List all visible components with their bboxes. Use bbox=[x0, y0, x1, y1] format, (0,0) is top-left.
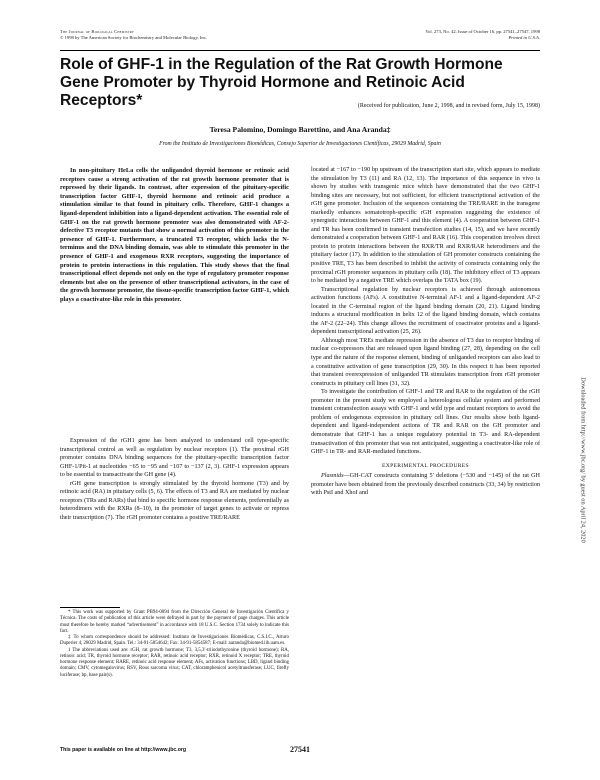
download-stamp: Downloaded from http://www.jbc.org/ by guest on April 24, 2020 bbox=[579, 377, 587, 543]
intro-paragraph-2: rGH gene transcription is strongly stimulated by the thyroid hormone (T3) and by retinoic acid (RA) in pituitary cells (5, 6). The effects of T3 and RA are mediated by nuclear receptors (TRs and RARs) that bind to specific hormone response elements, preferentially as heterodimers with the RXRs (8–10), in the promoter of target genes to activate or repress their transcription (7). The rGH promoter contains a positive TRE/RARE bbox=[60, 480, 289, 521]
body-column-right bbox=[311, 166, 540, 498]
journal-header bbox=[60, 29, 207, 41]
methods-paragraph bbox=[311, 472, 540, 498]
volume-line: Vol. 273, No. 42, Issue of October 16, pp. 27541–27547, 1998 bbox=[425, 29, 540, 34]
body-paragraph-1: located at −167 to −190 bp upstream of the transcription start site, which appears to mediate the stimulation by T3 (11) and RA (12, 13). The importance of this sequence in vivo is shown by studies with transgenic mice which have demonstrated that the two GHF-1 binding sites are necessary, but not sufficient, for efficient transcriptional activation of the rGH gene promoter. Inclusion of the sequences containing the TRE/RARE in the transgene markedly enhances somatotroph-specific rGH expression suggesting the existence of synergistic interactions between GHF-1 and this element (4). A cooperation between GHF-1 and TR has been confirmed in transient transfection studies (14, 15), and we have recently demonstrated a cooperation between GHF-1 and RAR (16). This cooperation involves direct protein to protein interactions between the RXR/TR and RXR/RAR heterodimers and the pituitary factor (17). In addition to the stimulation of GH promoter constructs containing the positive TRE, T3 has been described to inhibit the activity of constructs containing only the proximal rGH promoter sequences in pituitary cells (18). The inhibitory effect of T3 appears to be mediated by a negative TRE which overlaps the TATA box (19). bbox=[311, 167, 540, 285]
article-title: Role of GHF-1 in the Regulation of the Rat Growth Hormone Gene Promoter by Thyroid Hormone and Retinoic Acid Receptors* bbox=[60, 56, 503, 109]
abstract-text: In non-pituitary HeLa cells the unliganded thyroid hormone or retinoic acid receptors cause a strong activation of the rat growth hormone promoter that is repressed by their ligands. In contrast, after expression of the pituitary-specific transcription factor GHF-1, thyroid hormone and retinoic acid produce a stimulation similar to that found in pituitary cells. Therefore, GHF-1 changes a ligand-dependent inhibition into a ligand-dependent activation. The essential role of GHF-1 on the rat growth hormone promoter was also demonstrated with AF-2-defective T3 receptor mutants that show a normal activation of this promoter in the presence of GHF-1. Furthermore, a truncated T3 receptor, which lacks the N-terminus and the DNA binding domain, was able to stimulate this promoter in the presence of GHF-1 and exogenous RXR receptors, suggesting the importance of protein to protein interactions in this regulation. This study shows that the final transcriptional effect depends not only on the type of regulatory promoter response elements but also on the presence of other transcriptional activators, in the case of the growth hormone promoter, the tissue-specific transcription factor GHF-1, which plays a coactivator-like role in this promoter. bbox=[60, 167, 289, 303]
journal-name: The Journal of Biological Chemistry bbox=[60, 29, 135, 34]
footnote-correspondence: ‡ To whom correspondence should be addressed: Instituto de Investigaciones Biomédicas, C.S.I.C., Arturo Duperier 4, 28029 Madrid, Spain. Tel.: 34-91-5854642; Fax: 34-91-5854587; E-mail: aaranda@biomed.iib.uam.es. bbox=[60, 635, 289, 647]
author-list: Teresa Palomino, Domingo Barettino, and Ana Aranda‡ bbox=[209, 125, 391, 134]
body-paragraph-4: To investigate the contribution of GHF-1 and TR and RAR to the regulation of the rGH promoter in the present study we employed a heterologous cellular system and performed transient cotransfection assays with GHF-1 and wild type and mutant receptors to avoid the problem of endogenous expression in pituitary cell lines. Our results show both ligand-dependent and ligand-independent actions of TR and RAR on the GH promoter and demonstrate that GHF-1 has a unique regulatory potential in T3- and RA-dependent transactivation of this promoter that was not anticipated, suggesting a coactivator-like role of GHF-1 in TR- and RAR-mediated functions. bbox=[311, 389, 540, 456]
footnote-rule bbox=[60, 607, 120, 608]
intro-paragraph-1: Expression of the rGH1 gene has been analyzed to understand cell type-specific transcriptional control as well as regulation by nuclear receptors (1). The proximal rGH promoter contains DNA binding sequences for the pituitary-specific transcription factor GHF-1/Pit-1 at nucleotides −65 to −95 and −107 to −137 (2, 3). GHF-1 expression appears to be essential to transactivate the GH gene (4). bbox=[60, 438, 289, 479]
availability-note: This paper is available on line at http://www.jbc.org bbox=[60, 747, 187, 753]
body-column-left bbox=[60, 437, 289, 522]
page-number: 27541 bbox=[290, 745, 310, 754]
received-dates: (Received for publication, June 2, 1998, and in revised form, July 15, 1998) bbox=[357, 103, 540, 109]
printed-line: Printed in U.S.A. bbox=[508, 35, 540, 40]
copyright-line: © 1998 by The American Society for Biochemistry and Molecular Biology, Inc. bbox=[60, 35, 207, 40]
issue-header bbox=[425, 29, 540, 41]
body-paragraph-3: Although most TREs mediate repression in the absence of T3 due to receptor binding of nuclear co-repressors that are released upon ligand binding (27, 28), depending on the cell type and the nature of the response element, binding of unliganded receptors can also lead to a constitutive activation of gene transcription (29, 30). In this respect it has been reported that transient overexpression of unliganded TR stimulates transcription from rGH promoter constructs in pituitary cell lines (31, 32). bbox=[311, 337, 540, 387]
abstract bbox=[60, 167, 289, 305]
methods-runin: Plasmids bbox=[321, 473, 344, 480]
body-paragraph-2: Transcriptional regulation by nuclear receptors is achieved through autonomous activation functions (AFs). A constitutive N-terminal AF-1 and a ligand-dependent AF-2 located in the C-terminal region of the ligand binding domain (20, 21). Ligand binding induces a structural modification in helix 12 of the ligand binding domain, which contains the AF-2 (22–24). This change allows the recruitment of coactivator proteins and a ligand-dependent transcriptional activation (25, 26). bbox=[311, 286, 540, 336]
methods-text: —GH-CAT constructs containing 5′ deletions (−530 and −145) of the rat GH promoter have been obtained from the previously described constructs (33, 34) by restriction with PstI and XhoI and bbox=[311, 473, 540, 497]
header-rule bbox=[60, 50, 540, 51]
footnote-abbreviations: 1 The abbreviations used are: rGH, rat growth hormone; T3, 3,5,3′-triiodothyronine (thyroid hormone); RA, retinoic acid; TR, thyroid hormone receptor; RAR, retinoic acid receptor; RXR, retinoid X receptor; TRE, thyroid hormone response element; RARE, retinoic acid response element; AFs, activation functions; LBD, ligand binding domain; CMV, cytomegalovirus; RSV, Rous sarcoma virus; CAT, chloramphenicol acetyltransferase; LUC, firefly luciferase; bp, base pair(s). bbox=[60, 647, 289, 678]
footnotes bbox=[60, 610, 289, 679]
affiliation: From the Instituto de Investigaciones Biomédicas, Consejo Superior de Investigaciones Científicas, 29029 Madrid, Spain bbox=[159, 141, 441, 147]
section-heading: EXPERIMENTAL PROCEDURES bbox=[382, 462, 469, 469]
footnote-funding: * This work was supported by Grant PB94-0094 from the Dirección General de Investigación Científica y Técnica. The costs of publication of this article were defrayed in part by the payment of page charges. This article must therefore be hereby marked “advertisement” in accordance with 18 U.S.C. Section 1734 solely to indicate this fact. bbox=[60, 610, 289, 634]
